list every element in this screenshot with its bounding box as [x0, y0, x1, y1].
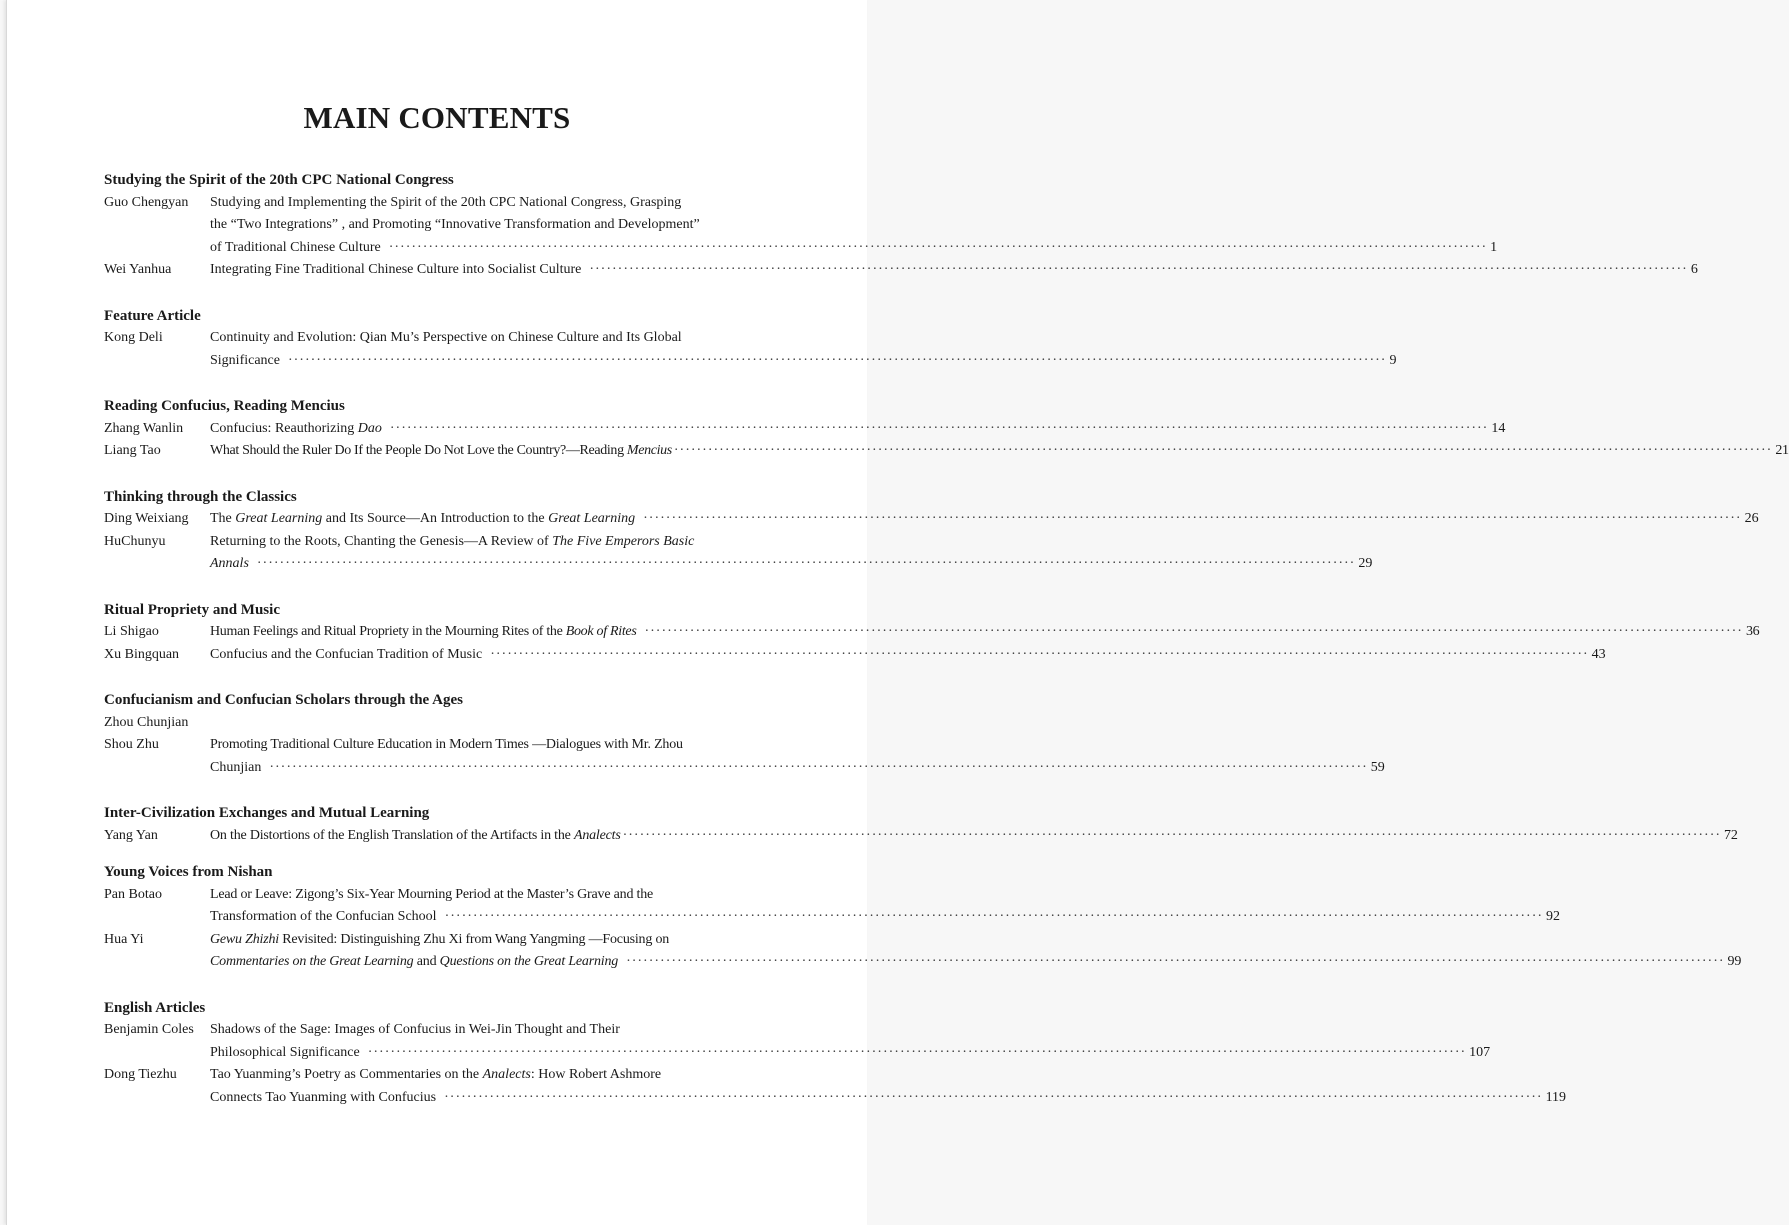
- dot-leader: [643, 508, 1741, 531]
- dot-leader: [674, 440, 1772, 463]
- dot-leader: [626, 951, 1724, 974]
- toc-section: [104, 395, 1789, 463]
- page-number: 26: [1744, 511, 1759, 526]
- page-number: 1: [1490, 239, 1498, 255]
- entry-author: Zhou Chunjian: [104, 714, 189, 730]
- dot-leader: [390, 418, 1488, 441]
- title-line: Lead or Leave: Zigong’s Six-Year Mourning Period at the Master’s Grave and the: [210, 886, 654, 902]
- title-line: Significance: [210, 352, 280, 368]
- page-number: 59: [1370, 759, 1385, 775]
- section-title: Studying the Spirit of the 20th CPC National Congress: [104, 172, 454, 188]
- title-line: of Traditional Chinese Culture: [210, 239, 381, 255]
- title-line: Gewu Zhizhi Revisited: Distinguishing Zhu Xi from Wang Yangming —Focusing on: [210, 931, 670, 947]
- entry-title: [210, 259, 1698, 282]
- title-line: Returning to the Roots, Chanting the Genesis—A Review of The Five Emperors Basic: [210, 533, 695, 549]
- title-line: Studying and Implementing the Spirit of the 20th CPC National Congress, Grasping: [210, 194, 682, 210]
- section-title: Thinking through the Classics: [104, 488, 297, 505]
- entry-author: Benjamin Coles: [104, 1022, 194, 1037]
- toc-entry[interactable]: [104, 259, 1698, 282]
- entry-author: Kong Deli: [104, 330, 163, 345]
- table-of-contents: [104, 169, 1789, 1132]
- entry-title: [210, 531, 1372, 576]
- section-title: Ritual Propriety and Music: [104, 601, 280, 618]
- entry-author: Li Shigao: [104, 624, 159, 639]
- entry-author: Hua Yi: [104, 931, 144, 947]
- title-line: Commentaries on the Great Learning and Questions on the Great Learning: [210, 954, 619, 969]
- title-line: Shadows of the Sage: Images of Confucius in Wei-Jin Thought and Their: [210, 1022, 620, 1037]
- toc-section: [104, 997, 1567, 1110]
- entry-title: [210, 621, 1759, 644]
- title-line: Transformation of the Confucian School: [210, 909, 437, 924]
- dot-leader: [490, 644, 1588, 667]
- entry-title: [210, 644, 1606, 667]
- title-line: Human Feelings and Ritual Propriety in the Mourning Rites of the Book of Rites: [210, 624, 637, 639]
- entry-author: Liang Tao: [104, 443, 161, 458]
- toc-entry[interactable]: [104, 644, 1606, 667]
- toc-entry[interactable]: [104, 621, 1760, 644]
- entry-author: Pan Botao: [104, 886, 162, 902]
- entry-author: Zhang Wanlin: [104, 420, 184, 436]
- entry-author: Xu Bingquan: [104, 646, 180, 662]
- dot-leader: [644, 621, 1742, 644]
- dot-leader: [389, 237, 1487, 260]
- dot-leader: [269, 757, 1367, 780]
- dot-leader: [257, 553, 1355, 576]
- title-line: Connects Tao Yuanming with Confucius: [210, 1089, 437, 1105]
- section-title: English Articles: [104, 999, 206, 1016]
- page-number: 107: [1469, 1044, 1491, 1060]
- page-number: 14: [1491, 420, 1506, 436]
- page-number: 36: [1745, 624, 1760, 639]
- section-title: Inter-Civilization Exchanges and Mutual Learning: [104, 805, 430, 821]
- page-number: 43: [1591, 646, 1606, 662]
- entry-title: [210, 1064, 1566, 1109]
- title-line: Confucius and the Confucian Tradition of Music: [210, 646, 483, 662]
- toc-entry[interactable]: [104, 734, 1385, 779]
- section-title: Reading Confucius, Reading Mencius: [104, 398, 345, 414]
- toc-entry[interactable]: [104, 327, 1397, 372]
- entry-title: [210, 1019, 1490, 1064]
- document-page: [6, 0, 1789, 1225]
- entry-author: HuChunyu: [104, 533, 166, 549]
- entry-author: Wei Yanhua: [104, 262, 172, 277]
- entry-author: Dong Tiezhu: [104, 1067, 177, 1082]
- title-line: Promoting Traditional Culture Education in Modern Times —Dialogues with Mr. Zhou: [210, 737, 683, 752]
- page-number: 21: [1775, 443, 1789, 458]
- dot-leader: [368, 1042, 1466, 1065]
- dot-leader: [445, 906, 1543, 929]
- title-line: The Great Learning and Its Source—An Introduction to the Great Learning: [210, 511, 636, 526]
- entry-title: [210, 508, 1759, 531]
- entry-title: [210, 825, 1738, 848]
- page-number: 119: [1545, 1089, 1567, 1105]
- title-line: On the Distortions of the English Translation of the Artifacts in the Analects: [210, 827, 621, 843]
- entry-title: [210, 192, 1497, 260]
- toc-entry[interactable]: [104, 508, 1759, 531]
- page-number: 92: [1546, 909, 1561, 924]
- title-line: Confucius: Reauthorizing Dao: [210, 420, 382, 436]
- entry-author: Shou Zhu: [104, 737, 159, 752]
- page-number: 29: [1358, 556, 1373, 571]
- entry-title: [210, 440, 1789, 463]
- toc-section: [104, 861, 1742, 974]
- title-line: Continuity and Evolution: Qian Mu’s Perspective on Chinese Culture and Its Global: [210, 330, 682, 345]
- toc-entry[interactable]: [104, 440, 1789, 463]
- toc-section: [104, 689, 1385, 779]
- title-line: Annals: [210, 556, 249, 571]
- toc-entry[interactable]: [104, 884, 1561, 929]
- entry-title: [210, 327, 1396, 372]
- toc-entry[interactable]: [104, 418, 1506, 441]
- title-line: Tao Yuanming’s Poetry as Commentaries on the Analects: How Robert Ashmore: [210, 1067, 662, 1082]
- title-line: Philosophical Significance: [210, 1044, 360, 1060]
- toc-entry[interactable]: [104, 192, 1498, 260]
- toc-entry[interactable]: [104, 1019, 1491, 1064]
- section-title: Feature Article: [104, 307, 201, 324]
- dot-leader: [623, 825, 1721, 848]
- section-title: Young Voices from Nishan: [104, 864, 273, 880]
- entry-title: [210, 734, 1385, 779]
- dot-leader: [288, 350, 1386, 373]
- page-number: 6: [1690, 262, 1698, 277]
- toc-section: [104, 305, 1397, 373]
- title-line: Chunjian: [210, 759, 262, 775]
- entry-title: [210, 929, 1741, 974]
- page-number: 9: [1389, 352, 1397, 368]
- entry-title: [210, 418, 1505, 441]
- page-number: 72: [1724, 827, 1738, 843]
- toc-entry[interactable]: [104, 531, 1373, 576]
- toc-section: [104, 169, 1698, 282]
- entry-author: Guo Chengyan: [104, 194, 189, 210]
- page-number: 99: [1727, 954, 1742, 969]
- title-line: Integrating Fine Traditional Chinese Culture into Socialist Culture: [210, 262, 582, 277]
- toc-section: [104, 599, 1760, 667]
- toc-entry[interactable]: [104, 929, 1742, 974]
- toc-section: [104, 486, 1759, 576]
- toc-entry[interactable]: [104, 1064, 1567, 1109]
- entry-title: [210, 884, 1560, 929]
- title-line: the “Two Integrations” , and Promoting “Innovative Transformation and Development”: [210, 217, 700, 232]
- entry-author: Yang Yan: [104, 827, 158, 843]
- entry-author: Ding Weixiang: [104, 511, 189, 526]
- toc-entry[interactable]: [104, 825, 1738, 848]
- dot-leader: [444, 1087, 1542, 1110]
- toc-section: [104, 802, 1738, 847]
- page-title: MAIN CONTENTS: [303, 100, 571, 135]
- title-line: What Should the Ruler Do If the People Do Not Love the Country?—Reading Mencius: [210, 443, 672, 458]
- dot-leader: [589, 259, 1687, 282]
- section-title: Confucianism and Confucian Scholars through the Ages: [104, 692, 463, 708]
